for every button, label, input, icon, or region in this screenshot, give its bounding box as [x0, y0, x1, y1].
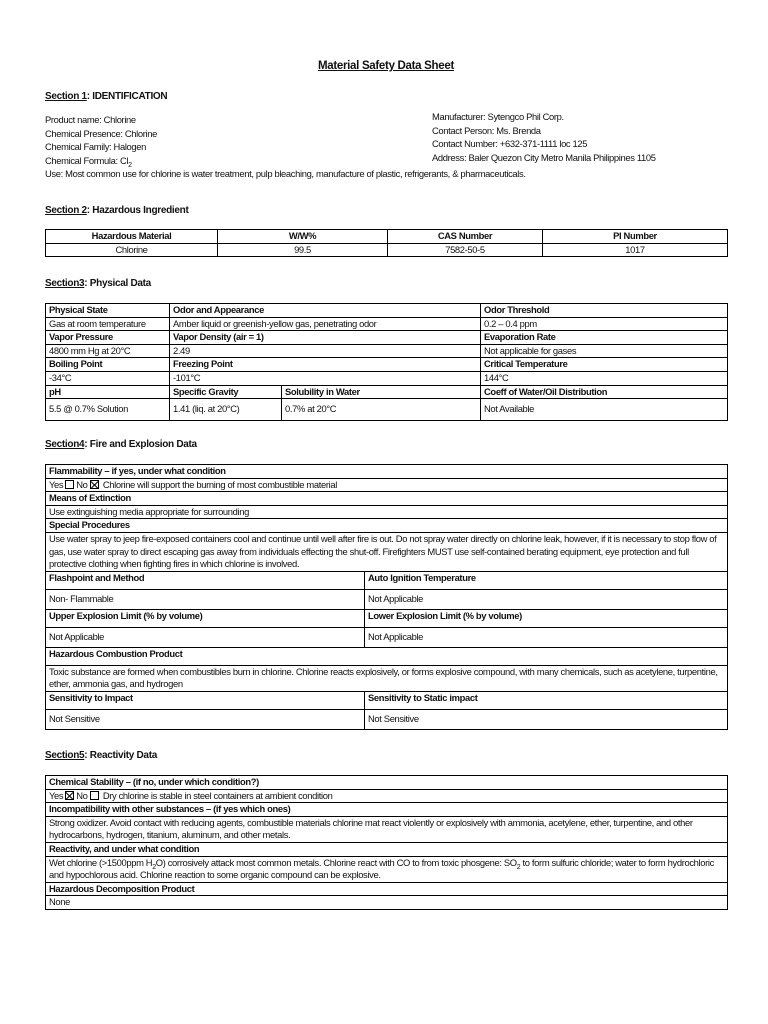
flammability-text: Chlorine will support the burning of most combustible material [102, 478, 337, 490]
table-cell: Gas at room temperature [46, 317, 170, 331]
upper-limit-header: Upper Explosion Limit (% by volume) [46, 609, 365, 627]
section2-name: : Hazardous Ingredient [86, 205, 189, 216]
col-header: PI Number [543, 230, 728, 244]
procedures-value: Use water spray to jeep fire-exposed containers cool and continue until well after fire is out. Do not spray water directly on chlorine leak, however, if it is necessary to stop flow of gas, use water spray to direct escaping gas away from individuals effecting the shut-off. Firefighters MUST use self-contained berating equipment, eye protection and full protective clothing when fighting fires in which chlorine is involved. [46, 532, 728, 571]
reactivity-sub-a: 2 [152, 863, 156, 871]
reactivity-header: Reactivity, and under what condition [46, 842, 728, 856]
stability-header: Chemical Stability – (if no, under which condition?) [46, 776, 728, 790]
impact-header: Sensitivity to Impact [46, 691, 365, 709]
incompatibility-header: Incompatibility with other substances – (if yes which ones) [46, 803, 728, 817]
chemical-family: Chemical Family: Halogen [45, 141, 147, 152]
table-cell: Not Available [481, 399, 728, 421]
table-cell: 0.2 – 0.4 ppm [481, 317, 728, 331]
reactivity-text-a: Wet chlorine (>1500ppm H [49, 856, 153, 868]
table-header-cell: Odor and Appearance [170, 304, 481, 318]
yes-checkbox-checked[interactable] [65, 791, 74, 800]
table-header-cell: Vapor Density (air = 1) [170, 331, 481, 345]
lower-limit-header: Lower Explosion Limit (% by volume) [365, 609, 728, 627]
contact-person: Contact Person: Ms. Brenda [432, 124, 541, 136]
table-header-cell: Freezing Point [170, 358, 481, 372]
table-cell: Amber liquid or greenish-yellow gas, penetrating odor [170, 317, 481, 331]
table-cell: 99.5 [218, 243, 388, 257]
yes-label: Yes [49, 478, 64, 490]
combustion-value: Toxic substance are formed when combustibles burn in chlorine. Chlorine reacts explosively, or forms explosive compound, with many chemicals, such as acetylene, turpentine, ether, ammonia gas, and hydrogen [46, 665, 728, 691]
stability-value [46, 789, 728, 803]
lower-limit-value: Not Applicable [365, 627, 728, 647]
table-cell: -34°C [46, 371, 170, 385]
manufacturer: Manufacturer: Sytengco Phil Corp. [432, 111, 564, 122]
no-label: No [76, 478, 88, 490]
table-cell: 0.7% at 20°C [282, 399, 481, 421]
table-header-cell: Solubility in Water [282, 385, 481, 399]
chemical-formula [45, 154, 132, 168]
section3-number: Section3 [45, 278, 85, 289]
table-cell: 4800 mm Hg at 20°C [46, 344, 170, 358]
section3-heading [45, 277, 151, 291]
section3-name: : Physical Data [84, 278, 151, 289]
no-checkbox[interactable] [90, 791, 99, 800]
table-header-cell: pH [46, 385, 170, 399]
flashpoint-header: Flashpoint and Method [46, 571, 365, 589]
flammability-header: Flammability – if yes, under what condition [46, 465, 728, 479]
section4-number: Section4 [45, 439, 85, 450]
table-header-cell: Odor Threshold [481, 304, 728, 318]
product-name: Product name: Chlorine [45, 114, 136, 125]
section5-number: Section5 [45, 750, 85, 761]
section1-number: Section 1 [45, 91, 87, 102]
section5-name: : Reactivity Data [84, 750, 157, 761]
table-header-cell: Physical State [46, 304, 170, 318]
reactivity-text-c: to form sulfuric chloride; water to form hydrochloric and hypochlorous acid. Chlorine reaction to some organic compound can be explosive. [49, 856, 714, 881]
table-cell: 5.5 @ 0.7% Solution [46, 399, 170, 421]
incompatibility-value: Strong oxidizer. Avoid contact with reducing agents, combustible materials chlorine mat react violently or explosively with ammonia, acetylene, ether, turpentine, and other hydrocarbons, hydrogen, titanium, aluminum, and other metals. [46, 816, 728, 842]
no-checkbox-checked[interactable] [90, 480, 99, 489]
table-cell: 2.49 [170, 344, 481, 358]
decomposition-value: None [46, 896, 728, 910]
table-cell: 7582-50-5 [388, 243, 543, 257]
table-cell: 1017 [543, 243, 728, 257]
impact-value: Not Sensitive [46, 709, 365, 729]
table-header-cell: Evaporation Rate [481, 331, 728, 345]
table-header-cell: Critical Temperature [481, 358, 728, 372]
no-label: No [76, 789, 88, 801]
section1-heading [45, 90, 167, 104]
decomposition-header: Hazardous Decomposition Product [46, 882, 728, 896]
table-header-cell: Specific Gravity [170, 385, 282, 399]
section2-heading [45, 204, 189, 218]
page-title: Material Safety Data Sheet [317, 60, 454, 72]
table-header-cell: Vapor Pressure [46, 331, 170, 345]
static-value: Not Sensitive [365, 709, 728, 729]
table-cell: 144°C [481, 371, 728, 385]
chemical-formula-text: Chemical Formula: Cl [45, 154, 129, 166]
flashpoint-value: Non- Flammable [46, 589, 365, 609]
table-cell: -101°C [170, 371, 481, 385]
use-statement: Use: Most common use for chlorine is water treatment, pulp bleaching, manufacture of plastic, refrigerants, & pharmaceuticals. [45, 168, 526, 179]
table-cell: Not applicable for gases [481, 344, 728, 358]
table-cell: Chlorine [46, 243, 218, 257]
col-header: Hazardous Material [46, 230, 218, 244]
yes-checkbox[interactable] [65, 480, 74, 489]
reactivity-value [46, 856, 728, 882]
reactivity-table [45, 775, 728, 910]
table-header-cell: Coeff of Water/Oil Distribution [481, 385, 728, 399]
auto-ignition-value: Not Applicable [365, 589, 728, 609]
procedures-header: Special Procedures [46, 519, 728, 533]
upper-limit-value: Not Applicable [46, 627, 365, 647]
auto-ignition-header: Auto Ignition Temperature [365, 571, 728, 589]
col-header: CAS Number [388, 230, 543, 244]
fire-explosion-table [45, 464, 728, 730]
table-cell: 1.41 (liq. at 20°C) [170, 399, 282, 421]
extinction-header: Means of Extinction [46, 492, 728, 506]
address: Address: Baler Quezon City Metro Manila Philippines 1105 [432, 151, 656, 163]
section4-name: : Fire and Explosion Data [84, 439, 197, 450]
stability-text: Dry chlorine is stable in steel containers at ambient condition [102, 789, 333, 801]
section5-heading [45, 749, 157, 763]
hazardous-ingredient-table [45, 229, 728, 257]
contact-number: Contact Number: +632-371-1111 loc 125 [432, 138, 588, 149]
static-header: Sensitivity to Static impact [365, 691, 728, 709]
flammability-value [46, 478, 728, 492]
physical-data-table [45, 303, 728, 421]
chemical-presence: Chemical Presence: Chlorine [45, 127, 157, 139]
section4-heading [45, 438, 197, 452]
extinction-value: Use extinguishing media appropriate for surrounding [46, 505, 728, 519]
yes-label: Yes [49, 789, 64, 801]
reactivity-text-b: O) corrosively attack most common metals. Chlorine react with CO to from toxic phosgene: SO [155, 856, 517, 868]
section2-number: Section 2 [45, 205, 87, 216]
section1-name: : IDENTIFICATION [86, 91, 168, 102]
chemical-formula-sub: 2 [128, 161, 132, 169]
col-header: W/W% [218, 230, 388, 244]
table-header-cell: Boiling Point [46, 358, 170, 372]
reactivity-sub-b: 2 [516, 863, 521, 871]
combustion-header: Hazardous Combustion Product [46, 647, 728, 665]
